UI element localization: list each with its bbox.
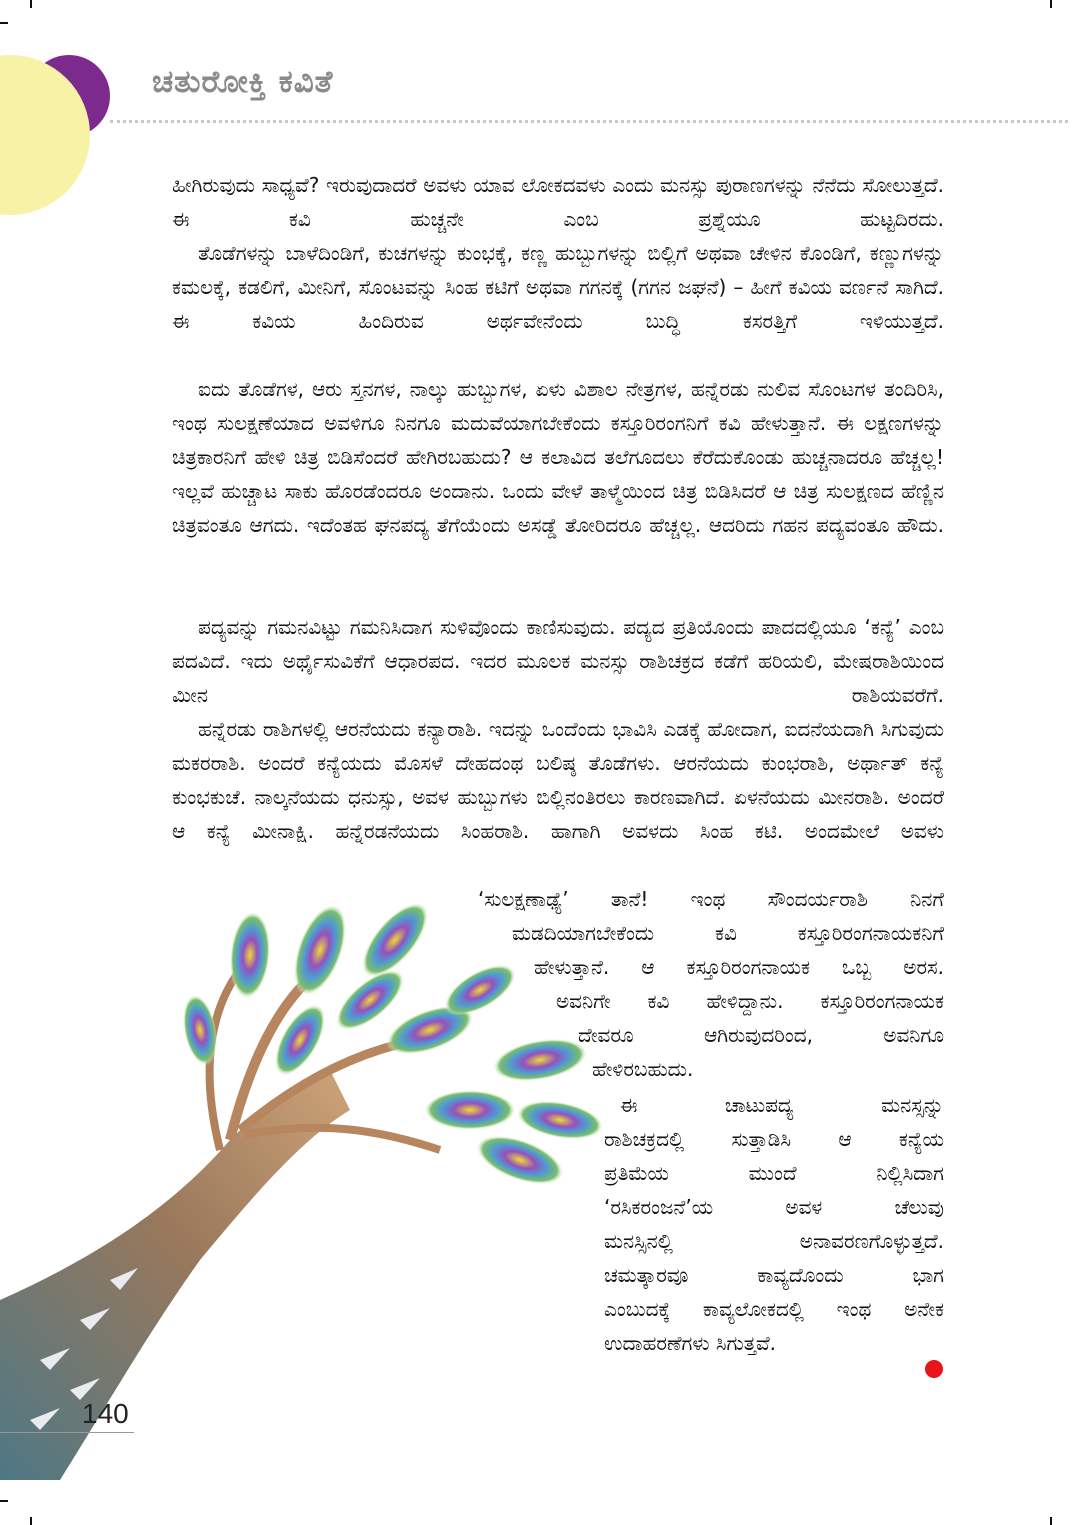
page-number: 140 <box>82 1398 129 1429</box>
peacock-feather-icon <box>0 880 620 1480</box>
crop-mark <box>30 0 32 8</box>
final-line: ಮನಸ್ಸಿನಲ್ಲಿ ಅನಾವರಣಗೊಳ್ಳುತ್ತದೆ. <box>604 1229 944 1253</box>
crop-mark <box>1050 1517 1052 1525</box>
page-title: ಚತುರೋಕ್ತಿ ಕವಿತೆ <box>152 64 334 100</box>
header-dotted-rule <box>110 120 1068 123</box>
final-line: ‘ರಸಿಕರಂಜನೆ’ಯ ಅವಳ ಚೆಲುವು <box>604 1195 944 1219</box>
crop-mark <box>30 1517 32 1525</box>
crop-mark <box>0 1500 8 1502</box>
final-line: ರಾಶಿಚಕ್ರದಲ್ಲಿ ಸುತ್ತಾಡಿಸಿ ಆ ಕನ್ಯೆಯ <box>604 1127 944 1151</box>
wrap-line: ಹೇಳಿರಬಹುದು. <box>592 1057 694 1081</box>
paragraph-2: ತೊಡೆಗಳನ್ನು ಬಾಳೆದಿಂಡಿಗೆ, ಕುಚಗಳನ್ನು ಕುಂಭಕ್ಕೆ, ಕಣ್ಣ ಹುಬ್ಬುಗಳನ್ನು ಬಿಲ್ಲಿಗೆ ಅಥವಾ ಚೇಳಿನ ಕೊಂಡಿಗೆ, ಕಣ್ಣುಗಳನ್ನು ಕಮಲಕ್ಕೆ, ಕಡಲಿಗೆ, ಮೀನಿಗೆ, ಸೊಂಟವನ್ನು ಸಿಂಹ ಕಟಿಗೆ ಅಥವಾ ಗಗನಕ್ಕೆ (ಗಗನ ಜಘನೆ) – ಹೀಗೆ ಕವಿಯ ವರ್ಣನೆ ಸಾಗಿದೆ. ಈ ಕವಿಯ ಹಿಂದಿರುವ ಅರ್ಥವೇನೆಂದು ಬುದ್ಧಿ ಕಸರತ್ತಿಗೆ ಇಳಿಯುತ್ತದೆ. <box>172 241 944 333</box>
final-line: ಉದಾಹರಣೆಗಳು ಸಿಗುತ್ತವೆ. <box>604 1331 776 1355</box>
final-line: ಚಮತ್ಕಾರವೂ ಕಾವ್ಯದೊಂದು ಭಾಗ <box>604 1263 944 1287</box>
wrap-line: ‘ಸುಲಕ್ಷಣಾಢ್ಯೆ’ ತಾನೆ! ಇಂಥ ಸೌಂದರ್ಯರಾಶಿ ನಿನಗೆ <box>478 887 944 911</box>
end-marker-dot <box>925 1360 943 1378</box>
paragraph-5: ಹನ್ನೆರಡು ರಾಶಿಗಳಲ್ಲಿ ಆರನೆಯದು ಕನ್ಯಾರಾಶಿ. ಇದನ್ನು ಒಂದೆಂದು ಭಾವಿಸಿ ಎಡಕ್ಕೆ ಹೋದಾಗ, ಐದನೆಯದಾಗಿ ಸಿಗುವುದು ಮಕರರಾಶಿ. ಅಂದರೆ ಕನ್ಯೆಯದು ಮೊಸಳೆ ದೇಹದಂಥ ಬಲಿಷ್ಠ ತೊಡೆಗಳು. ಆರನೆಯದು ಕುಂಭರಾಶಿ, ಅರ್ಥಾತ್ ಕನ್ಯೆ ಕುಂಭಕುಚೆ. ನಾಲ್ಕನೆಯದು ಧನುಸ್ಸು, ಅವಳ ಹುಬ್ಬುಗಳು ಬಿಲ್ಲಿನಂತಿರಲು ಕಾರಣವಾಗಿದೆ. ಏಳನೆಯದು ಮೀನರಾಶಿ. ಅಂದರೆ ಆ ಕನ್ಯೆ ಮೀನಾಕ್ಷಿ. ಹನ್ನೆರಡನೆಯದು ಸಿಂಹರಾಶಿ. ಹಾಗಾಗಿ ಅವಳದು ಸಿಂಹ ಕಟಿ. ಅಂದಮೇಲೆ ಅವಳು <box>172 717 944 843</box>
wrap-line: ದೇವರೂ ಆಗಿರುವುದರಿಂದ, ಅವನಿಗೂ <box>578 1023 944 1047</box>
paragraph-4: ಪದ್ಯವನ್ನು ಗಮನವಿಟ್ಟು ಗಮನಿಸಿದಾಗ ಸುಳಿವೊಂದು ಕಾಣಿಸುವುದು. ಪದ್ಯದ ಪ್ರತಿಯೊಂದು ಪಾದದಲ್ಲಿಯೂ ‘ಕನ್ಯೆ’ ಎಂಬ ಪದವಿದೆ. ಇದು ಅರ್ಥೈಸುವಿಕೆಗೆ ಆಧಾರಪದ. ಇದರ ಮೂಲಕ ಮನಸ್ಸು ರಾಶಿಚಕ್ರದ ಕಡೆಗೆ ಹರಿಯಲಿ, ಮೇಷರಾಶಿಯಿಂದ ಮೀನ ರಾಶಿಯವರೆಗೆ. <box>172 615 944 707</box>
crop-mark <box>1050 0 1052 8</box>
wrap-line: ಮಡದಿಯಾಗಬೇಕೆಂದು ಕವಿ ಕಸ್ತೂರಿರಂಗನಾಯಕನಿಗೆ <box>512 921 944 945</box>
crop-mark <box>0 22 8 24</box>
wrap-line: ಅವನಿಗೇ ಕವಿ ಹೇಳಿದ್ದಾನು. ಕಸ್ತೂರಿರಂಗನಾಯಕ <box>556 989 944 1013</box>
paragraph-3: ಐದು ತೊಡೆಗಳ, ಆರು ಸ್ತನಗಳ, ನಾಲ್ಕು ಹುಬ್ಬುಗಳ, ಏಳು ವಿಶಾಲ ನೇತ್ರಗಳ, ಹನ್ನೆರಡು ನುಲಿವ ಸೊಂಟಗಳ ತಂದಿರಿಸಿ, ಇಂಥ ಸುಲಕ್ಷಣೆಯಾದ ಅವಳಿಗೂ ನಿನಗೂ ಮದುವೆಯಾಗಬೇಕೆಂದು ಕಸ್ತೂರಿರಂಗನಿಗೆ ಕವಿ ಹೇಳುತ್ತಾನೆ. ಈ ಲಕ್ಷಣಗಳನ್ನು ಚಿತ್ರಕಾರನಿಗೆ ಹೇಳಿ ಚಿತ್ರ ಬಿಡಿಸೆಂದರೆ ಹೇಗಿರಬಹುದು? ಆ ಕಲಾವಿದ ತಲೆಗೂದಲು ಕೆರೆದುಕೊಂಡು ಹುಚ್ಚನಾದರೂ ಹೆಚ್ಚಲ್ಲ! ಇಲ್ಲವೆ ಹುಚ್ಚಾಟ ಸಾಕು ಹೊರಡೆಂದರೂ ಅಂದಾನು. ಒಂದು ವೇಳೆ ತಾಳ್ಮೆಯಿಂದ ಚಿತ್ರ ಬಿಡಿಸಿದರೆ ಆ ಚಿತ್ರ ಸುಲಕ್ಷಣದ ಹೆಣ್ಣಿನ ಚಿತ್ರವಂತೂ ಆಗದು. ಇದೆಂತಹ ಘನಪದ್ಯ ತೆಗೆಯೆಂದು ಅಸಡ್ಡೆ ತೋರಿದರೂ ಹೆಚ್ಚಲ್ಲ. ಆದರಿದು ಗಹನ ಪದ್ಯವಂತೂ ಹೌದು. <box>172 377 944 537</box>
page-number-rule <box>0 1432 134 1433</box>
paragraph-1: ಹೀಗಿರುವುದು ಸಾಧ್ಯವೆ? ಇರುವುದಾದರೆ ಅವಳು ಯಾವ ಲೋಕದವಳು ಎಂದು ಮನಸ್ಸು ಪುರಾಣಗಳನ್ನು ನೆನೆದು ಸೋಲುತ್ತದೆ. ಈ ಕವಿ ಹುಚ್ಚನೇ ಎಂಬ ಪ್ರಶ್ನೆಯೂ ಹುಟ್ಟದಿರದು. <box>172 173 944 231</box>
wrap-line: ಹೇಳುತ್ತಾನೆ. ಆ ಕಸ್ತೂರಿರಂಗನಾಯಕ ಒಬ್ಬ ಅರಸ. <box>534 955 944 979</box>
final-line: ಈ ಚಾಟುಪದ್ಯ ಮನಸ್ಸನ್ನು <box>620 1093 944 1117</box>
final-line: ಪ್ರತಿಮೆಯ ಮುಂದೆ ನಿಲ್ಲಿಸಿದಾಗ <box>604 1161 944 1185</box>
final-line: ಎಂಬುದಕ್ಕೆ ಕಾವ್ಯಲೋಕದಲ್ಲಿ ಇಂಥ ಅನೇಕ <box>604 1297 944 1321</box>
